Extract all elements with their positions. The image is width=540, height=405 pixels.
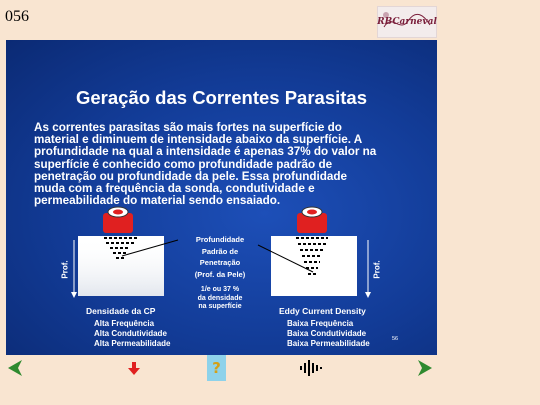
slide-title: Geração das Correntes Parasitas: [75, 87, 367, 108]
waveform-icon: [299, 358, 323, 378]
page-number: 056: [5, 8, 29, 25]
logo: [377, 6, 437, 38]
left-depth-label: Prof.: [60, 260, 70, 279]
help-icon: [207, 355, 226, 381]
logo-text: RBCarneval: [377, 17, 437, 27]
center-label-line: Profundidade: [195, 235, 245, 244]
down-arrow-icon: [128, 362, 140, 376]
list-item: Alta Condutividade: [94, 329, 167, 338]
right-list: [287, 319, 370, 349]
ratio-label-line: 1/e ou 37 %: [200, 286, 240, 293]
body-line: muda com a frequência da sonda, condutividade e: [34, 182, 315, 196]
list-item: Alta Permeabilidade: [94, 339, 171, 348]
center-label-line: Padrão de: [201, 246, 239, 256]
svg-text:?: ?: [212, 359, 221, 377]
down-button[interactable]: [128, 362, 140, 376]
left-caption: Densidade da CP: [86, 306, 156, 316]
slide: [6, 40, 437, 355]
body-line: profundidade na qual a intensidade é apenas 37% do valor na: [34, 145, 377, 159]
center-label-line: (Prof. da Pele): [194, 269, 246, 279]
body-line: As correntes parasitas são mais fortes na superfície do: [34, 121, 342, 134]
body-line: material e diminuem de intensidade abaixo da superfície. A: [34, 133, 363, 147]
right-depth-label: Prof.: [372, 260, 382, 279]
left-list: [94, 319, 170, 349]
help-button[interactable]: [207, 355, 226, 381]
slide-number: 56: [392, 336, 399, 342]
center-label-line: Penetração: [199, 258, 241, 267]
body-line: penetração ou profundidade da pele. Essa profundidade: [34, 169, 348, 183]
ratio-label: [176, 286, 264, 312]
right-caption: Eddy Current Density: [279, 306, 366, 316]
body-line: superfície é conhecido como profundidade padrão de: [34, 157, 333, 171]
body-line: permeabilidade do material sendo ensaiado.: [34, 194, 281, 208]
prev-slide-button[interactable]: [6, 358, 24, 378]
list-item: Alta Frequência: [94, 319, 155, 328]
next-slide-button[interactable]: [416, 358, 434, 378]
left-arrow-icon: [6, 358, 24, 378]
list-item: Baixa Permeabilidade: [287, 339, 370, 348]
ratio-label-line: na superfície: [198, 303, 242, 310]
right-arrow-icon: [416, 358, 434, 378]
skin-depth-label: [172, 234, 268, 280]
list-item: Baixa Condutividade: [287, 329, 367, 338]
list-item: Baixa Frequência: [287, 319, 354, 328]
audio-button[interactable]: [299, 358, 323, 378]
ratio-label-line: da densidade: [197, 294, 243, 302]
